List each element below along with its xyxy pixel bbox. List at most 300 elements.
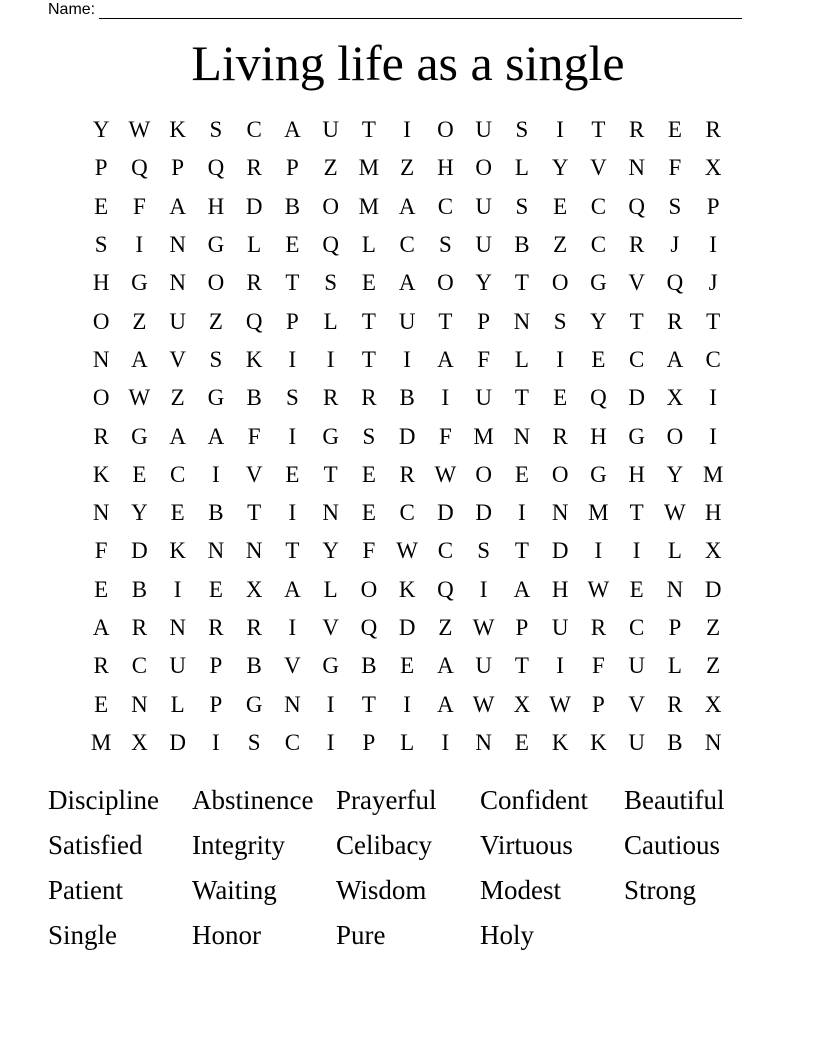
grid-letter[interactable]: T: [514, 270, 529, 296]
grid-letter[interactable]: D: [131, 538, 148, 564]
grid-letter[interactable]: X: [704, 538, 722, 564]
grid-letter[interactable]: O: [666, 423, 684, 449]
grid-letter[interactable]: F: [438, 423, 452, 449]
grid-letter[interactable]: Z: [706, 615, 721, 640]
grid-letter[interactable]: D: [245, 193, 263, 219]
grid-letter[interactable]: Z: [170, 385, 185, 411]
grid-letter[interactable]: Y: [475, 270, 492, 296]
grid-letter[interactable]: I: [709, 232, 717, 258]
grid-letter[interactable]: A: [207, 423, 225, 449]
grid-letter[interactable]: E: [514, 461, 529, 487]
grid-letter[interactable]: E: [629, 576, 644, 602]
grid-letter[interactable]: Q: [590, 385, 607, 411]
grid-letter[interactable]: M: [702, 461, 724, 487]
grid-letter[interactable]: R: [208, 615, 224, 640]
grid-letter[interactable]: N: [513, 308, 531, 334]
grid-letter[interactable]: R: [705, 117, 721, 143]
grid-letter[interactable]: G: [131, 423, 148, 449]
grid-letter[interactable]: H: [207, 193, 225, 219]
grid-letter[interactable]: S: [324, 270, 338, 296]
grid-letter[interactable]: I: [135, 232, 144, 258]
grid-letter[interactable]: P: [94, 155, 108, 181]
grid-letter[interactable]: E: [132, 461, 147, 487]
grid-letter[interactable]: C: [131, 653, 148, 679]
grid-letter[interactable]: H: [437, 155, 454, 181]
grid-letter[interactable]: A: [131, 346, 148, 372]
grid-letter[interactable]: F: [668, 155, 682, 181]
grid-letter[interactable]: I: [288, 615, 297, 640]
grid-letter[interactable]: U: [475, 193, 492, 219]
grid-letter[interactable]: X: [704, 691, 722, 717]
grid-letter[interactable]: A: [169, 193, 186, 219]
grid-letter[interactable]: L: [323, 308, 338, 334]
grid-letter[interactable]: L: [400, 729, 415, 755]
grid-letter[interactable]: Q: [207, 155, 225, 181]
grid-letter[interactable]: I: [709, 423, 717, 449]
grid-letter[interactable]: N: [245, 538, 263, 564]
grid-letter[interactable]: D: [475, 500, 492, 526]
grid-letter[interactable]: C: [399, 232, 415, 258]
grid-letter[interactable]: M: [358, 193, 380, 219]
grid-letter[interactable]: R: [628, 117, 645, 143]
grid-letter[interactable]: Q: [360, 615, 378, 640]
grid-letter[interactable]: S: [553, 308, 567, 334]
grid-letter[interactable]: S: [94, 232, 108, 258]
grid-letter[interactable]: P: [515, 615, 529, 640]
grid-letter[interactable]: S: [362, 423, 376, 449]
grid-letter[interactable]: P: [171, 155, 185, 181]
grid-letter[interactable]: U: [398, 308, 416, 334]
grid-letter[interactable]: R: [93, 653, 109, 679]
grid-letter[interactable]: L: [514, 346, 529, 372]
grid-letter[interactable]: P: [477, 308, 491, 334]
grid-letter[interactable]: P: [706, 193, 720, 219]
grid-letter[interactable]: I: [632, 538, 641, 564]
grid-letter[interactable]: U: [169, 653, 186, 679]
grid-letter[interactable]: G: [590, 270, 607, 296]
grid-letter[interactable]: F: [132, 193, 146, 219]
grid-letter[interactable]: A: [666, 346, 684, 372]
grid-letter[interactable]: E: [553, 193, 568, 219]
grid-letter[interactable]: C: [705, 346, 721, 372]
grid-letter[interactable]: W: [472, 691, 495, 717]
word-list-item: Honor: [192, 920, 261, 950]
grid-letter[interactable]: E: [591, 346, 606, 372]
grid-letter[interactable]: R: [93, 423, 109, 449]
grid-letter[interactable]: Y: [131, 500, 148, 526]
grid-letter[interactable]: A: [398, 270, 416, 296]
grid-letter[interactable]: B: [246, 385, 262, 411]
grid-letter[interactable]: N: [704, 729, 722, 755]
grid-letter[interactable]: I: [441, 385, 450, 411]
letter-grid: [82, 111, 734, 762]
grid-letter[interactable]: Z: [706, 653, 721, 679]
grid-letter[interactable]: Y: [666, 461, 684, 487]
grid-letter[interactable]: R: [667, 691, 683, 717]
grid-letter[interactable]: H: [704, 500, 722, 526]
grid-letter[interactable]: I: [403, 691, 411, 717]
grid-letter[interactable]: X: [245, 576, 263, 602]
grid-letter[interactable]: N: [284, 691, 301, 717]
grid-letter[interactable]: D: [398, 615, 416, 640]
grid-letter[interactable]: W: [472, 615, 495, 640]
grid-letter[interactable]: E: [400, 653, 415, 679]
grid-letter[interactable]: X: [666, 385, 684, 411]
grid-letter[interactable]: I: [556, 346, 564, 372]
grid-letter[interactable]: N: [169, 615, 186, 640]
grid-letter[interactable]: V: [284, 653, 301, 679]
grid-letter[interactable]: P: [668, 615, 682, 640]
grid-letter[interactable]: B: [514, 232, 530, 258]
grid-letter[interactable]: A: [284, 576, 301, 602]
grid-letter[interactable]: N: [207, 538, 225, 564]
grid-letter[interactable]: Z: [132, 308, 147, 334]
grid-letter[interactable]: P: [285, 155, 299, 181]
grid-letter[interactable]: E: [94, 193, 109, 219]
grid-letter[interactable]: Y: [590, 308, 607, 334]
grid-letter[interactable]: N: [322, 500, 339, 526]
grid-letter[interactable]: Q: [322, 232, 339, 258]
grid-letter[interactable]: O: [475, 461, 492, 487]
grid-letter[interactable]: B: [667, 729, 683, 755]
grid-letter[interactable]: C: [284, 729, 301, 755]
grid-letter[interactable]: C: [628, 615, 645, 640]
grid-letter[interactable]: F: [591, 653, 605, 679]
name-blank-line[interactable]: [99, 5, 742, 19]
grid-letter[interactable]: G: [590, 461, 607, 487]
grid-letter[interactable]: D: [628, 385, 645, 411]
grid-letter[interactable]: T: [514, 538, 529, 564]
grid-letter[interactable]: X: [513, 691, 531, 717]
grid-letter[interactable]: B: [361, 653, 377, 679]
word-list-item: Discipline: [48, 785, 159, 815]
grid-letter[interactable]: R: [361, 385, 377, 411]
grid-letter[interactable]: H: [551, 576, 569, 602]
grid-letter[interactable]: O: [92, 308, 110, 334]
grid-letter[interactable]: M: [90, 729, 112, 755]
grid-letter[interactable]: U: [475, 385, 492, 411]
grid-letter[interactable]: I: [173, 576, 182, 602]
word-list-item: Patient: [48, 875, 123, 905]
grid-letter[interactable]: C: [628, 346, 645, 372]
grid-letter[interactable]: E: [361, 270, 376, 296]
grid-letter[interactable]: O: [551, 270, 569, 296]
grid-letter[interactable]: O: [551, 461, 569, 487]
grid-letter[interactable]: N: [169, 270, 186, 296]
grid-letter[interactable]: E: [514, 729, 529, 755]
grid-letter[interactable]: T: [361, 117, 376, 143]
grid-letter[interactable]: W: [128, 385, 151, 411]
word-list-row: [48, 778, 768, 823]
grid-letter[interactable]: T: [629, 500, 644, 526]
grid-letter[interactable]: S: [438, 232, 452, 258]
grid-letter[interactable]: Y: [322, 538, 339, 564]
grid-letter[interactable]: M: [588, 500, 609, 526]
word-list-item: Virtuous: [480, 830, 573, 860]
grid-letter[interactable]: I: [403, 117, 411, 143]
grid-letter[interactable]: T: [629, 308, 644, 334]
grid-letter[interactable]: O: [360, 576, 378, 602]
grid-letter[interactable]: D: [398, 423, 416, 449]
grid-letter[interactable]: T: [706, 308, 721, 334]
grid-letter[interactable]: I: [288, 423, 297, 449]
grid-letter[interactable]: O: [437, 270, 454, 296]
grid-letter[interactable]: L: [170, 691, 185, 717]
grid-letter[interactable]: C: [169, 461, 186, 487]
grid-letter[interactable]: Q: [245, 308, 263, 334]
grid-letter[interactable]: C: [437, 538, 454, 564]
grid-letter[interactable]: J: [670, 232, 680, 258]
grid-letter[interactable]: R: [246, 270, 262, 296]
grid-letter[interactable]: G: [131, 270, 148, 296]
grid-letter[interactable]: F: [477, 346, 491, 372]
grid-letter[interactable]: Q: [628, 193, 645, 219]
grid-letter[interactable]: S: [247, 729, 261, 755]
grid-letter[interactable]: R: [628, 232, 645, 258]
grid-letter[interactable]: I: [326, 729, 335, 755]
grid-letter[interactable]: T: [591, 117, 606, 143]
word-list-row: [48, 868, 768, 913]
grid-letter[interactable]: U: [628, 653, 645, 679]
grid-letter[interactable]: W: [396, 538, 418, 564]
grid-letter[interactable]: N: [92, 500, 110, 526]
grid-letter[interactable]: E: [208, 576, 223, 602]
grid-letter[interactable]: X: [704, 155, 722, 181]
grid-letter[interactable]: W: [664, 500, 686, 526]
grid-letter[interactable]: Z: [208, 308, 223, 334]
grid-letter[interactable]: T: [514, 385, 529, 411]
grid-letter[interactable]: V: [322, 615, 339, 640]
grid-letter[interactable]: R: [590, 615, 607, 640]
grid-letter[interactable]: A: [437, 691, 454, 717]
grid-letter[interactable]: D: [169, 729, 186, 755]
grid-letter[interactable]: V: [590, 155, 607, 181]
grid-letter[interactable]: K: [169, 538, 186, 564]
grid-letter[interactable]: D: [437, 500, 454, 526]
grid-letter[interactable]: E: [361, 500, 376, 526]
grid-letter[interactable]: O: [437, 117, 454, 143]
grid-letter[interactable]: H: [590, 423, 607, 449]
grid-letter[interactable]: N: [551, 500, 569, 526]
grid-letter[interactable]: I: [212, 729, 220, 755]
grid-letter[interactable]: G: [628, 423, 645, 449]
grid-letter[interactable]: I: [403, 346, 411, 372]
grid-letter[interactable]: I: [326, 346, 335, 372]
grid-letter[interactable]: I: [594, 538, 603, 564]
grid-letter[interactable]: S: [209, 117, 223, 143]
grid-letter[interactable]: C: [437, 193, 454, 219]
grid-letter[interactable]: P: [285, 308, 299, 334]
grid-letter[interactable]: N: [513, 423, 531, 449]
grid-letter[interactable]: Z: [400, 155, 415, 181]
grid-letter[interactable]: S: [285, 385, 299, 411]
grid-letter[interactable]: I: [479, 576, 488, 602]
grid-letter[interactable]: Z: [438, 615, 453, 640]
grid-letter[interactable]: U: [169, 308, 186, 334]
grid-letter[interactable]: G: [322, 423, 339, 449]
grid-letter[interactable]: S: [515, 117, 529, 143]
grid-letter[interactable]: A: [169, 423, 186, 449]
grid-letter[interactable]: U: [322, 117, 339, 143]
grid-letter[interactable]: K: [245, 346, 263, 372]
grid-letter[interactable]: C: [246, 117, 262, 143]
grid-letter[interactable]: L: [323, 576, 338, 602]
grid-letter[interactable]: I: [441, 729, 450, 755]
grid-letter[interactable]: W: [434, 461, 457, 487]
grid-letter[interactable]: T: [361, 346, 376, 372]
grid-letter[interactable]: N: [169, 232, 186, 258]
grid-letter[interactable]: T: [285, 538, 300, 564]
grid-letter[interactable]: A: [513, 576, 531, 602]
grid-letter[interactable]: Y: [551, 155, 569, 181]
grid-letter[interactable]: G: [207, 385, 225, 411]
grid-letter[interactable]: K: [590, 729, 607, 755]
grid-letter[interactable]: I: [556, 653, 564, 679]
grid-letter[interactable]: O: [92, 385, 110, 411]
grid-letter[interactable]: S: [515, 193, 529, 219]
grid-letter[interactable]: W: [128, 117, 151, 143]
grid-letter[interactable]: C: [399, 500, 415, 526]
grid-letter[interactable]: A: [92, 615, 110, 640]
grid-letter[interactable]: T: [323, 461, 338, 487]
grid-letter[interactable]: D: [551, 538, 569, 564]
grid-letter[interactable]: N: [92, 346, 110, 372]
grid-letter[interactable]: L: [247, 232, 262, 258]
grid-letter[interactable]: X: [131, 729, 148, 755]
grid-letter[interactable]: L: [667, 538, 682, 564]
grid-letter[interactable]: F: [94, 538, 108, 564]
grid-letter[interactable]: E: [170, 500, 185, 526]
grid-letter[interactable]: U: [475, 232, 492, 258]
grid-letter[interactable]: D: [704, 576, 722, 602]
grid-letter[interactable]: A: [437, 346, 454, 372]
grid-letter[interactable]: Z: [553, 232, 568, 258]
grid-letter[interactable]: B: [284, 193, 301, 219]
grid-letter[interactable]: O: [322, 193, 339, 219]
grid-letter[interactable]: O: [475, 155, 492, 181]
grid-letter[interactable]: S: [668, 193, 682, 219]
grid-letter[interactable]: G: [207, 232, 225, 258]
grid-letter[interactable]: U: [628, 729, 645, 755]
grid-letter[interactable]: S: [477, 538, 491, 564]
grid-letter[interactable]: M: [358, 155, 380, 181]
grid-letter[interactable]: J: [708, 270, 718, 296]
grid-letter[interactable]: U: [475, 653, 492, 679]
grid-letter[interactable]: T: [361, 691, 376, 717]
grid-letter[interactable]: L: [361, 232, 376, 258]
grid-letter[interactable]: V: [628, 691, 645, 717]
grid-row: [82, 226, 734, 264]
grid-letter[interactable]: E: [667, 117, 682, 143]
grid-letter[interactable]: K: [551, 729, 569, 755]
grid-letter[interactable]: V: [628, 270, 645, 296]
grid-letter[interactable]: Y: [92, 117, 110, 143]
grid-letter[interactable]: B: [246, 653, 262, 679]
grid-letter[interactable]: L: [514, 155, 529, 181]
grid-letter[interactable]: K: [169, 117, 186, 143]
grid-letter[interactable]: R: [246, 155, 262, 181]
grid-letter[interactable]: W: [549, 691, 571, 717]
grid-letter[interactable]: R: [246, 615, 262, 640]
grid-letter[interactable]: Q: [131, 155, 148, 181]
grid-letter[interactable]: R: [552, 423, 568, 449]
grid-letter[interactable]: H: [92, 270, 110, 296]
grid-letter[interactable]: T: [438, 308, 453, 334]
grid-letter[interactable]: E: [285, 232, 300, 258]
grid-letter[interactable]: S: [209, 346, 223, 372]
word-list-item: Satisfied: [48, 830, 143, 860]
grid-letter[interactable]: I: [326, 691, 335, 717]
grid-letter[interactable]: R: [322, 385, 339, 411]
grid-letter[interactable]: R: [399, 461, 415, 487]
grid-letter[interactable]: F: [247, 423, 261, 449]
grid-letter[interactable]: O: [207, 270, 225, 296]
grid-letter[interactable]: A: [398, 193, 416, 219]
grid-letter[interactable]: K: [92, 461, 110, 487]
grid-letter[interactable]: E: [553, 385, 568, 411]
grid-letter[interactable]: P: [362, 729, 376, 755]
grid-letter[interactable]: U: [475, 117, 492, 143]
grid-letter[interactable]: G: [245, 691, 263, 717]
grid-letter[interactable]: P: [209, 653, 223, 679]
grid-letter[interactable]: A: [437, 653, 454, 679]
grid-letter[interactable]: N: [131, 691, 148, 717]
grid-letter[interactable]: U: [551, 615, 569, 640]
grid-letter[interactable]: V: [169, 346, 186, 372]
grid-letter[interactable]: T: [247, 500, 262, 526]
grid-letter[interactable]: R: [131, 615, 148, 640]
grid-letter[interactable]: I: [288, 500, 297, 526]
grid-letter[interactable]: E: [94, 691, 109, 717]
grid-letter[interactable]: F: [362, 538, 376, 564]
grid-letter[interactable]: B: [399, 385, 415, 411]
grid-letter[interactable]: I: [518, 500, 526, 526]
grid-letter[interactable]: E: [94, 576, 109, 602]
grid-letter[interactable]: I: [556, 117, 564, 143]
grid-letter[interactable]: M: [473, 423, 494, 449]
grid-letter[interactable]: I: [288, 346, 297, 372]
grid-letter[interactable]: P: [591, 691, 605, 717]
grid-letter[interactable]: L: [667, 653, 682, 679]
grid-row: [82, 494, 734, 532]
grid-letter[interactable]: C: [590, 193, 607, 219]
grid-letter[interactable]: T: [361, 308, 376, 334]
grid-letter[interactable]: W: [587, 576, 610, 602]
grid-letter[interactable]: Q: [437, 576, 454, 602]
grid-letter[interactable]: E: [361, 461, 376, 487]
grid-letter[interactable]: I: [212, 461, 220, 487]
grid-letter[interactable]: Z: [323, 155, 338, 181]
grid-letter[interactable]: I: [709, 385, 717, 411]
grid-letter[interactable]: N: [475, 729, 492, 755]
grid-letter[interactable]: C: [590, 232, 607, 258]
grid-letter[interactable]: G: [322, 653, 339, 679]
grid-letter[interactable]: H: [628, 461, 645, 487]
grid-letter[interactable]: P: [209, 691, 223, 717]
grid-letter[interactable]: V: [245, 461, 263, 487]
grid-letter[interactable]: N: [628, 155, 645, 181]
grid-letter[interactable]: Q: [666, 270, 684, 296]
grid-letter[interactable]: B: [131, 576, 148, 602]
grid-letter[interactable]: T: [514, 653, 529, 679]
grid-letter[interactable]: R: [667, 308, 683, 334]
grid-letter[interactable]: T: [285, 270, 300, 296]
grid-letter[interactable]: B: [208, 500, 224, 526]
grid-letter[interactable]: K: [398, 576, 416, 602]
grid-letter[interactable]: A: [284, 117, 301, 143]
grid-letter[interactable]: N: [666, 576, 684, 602]
grid-letter[interactable]: E: [285, 461, 300, 487]
